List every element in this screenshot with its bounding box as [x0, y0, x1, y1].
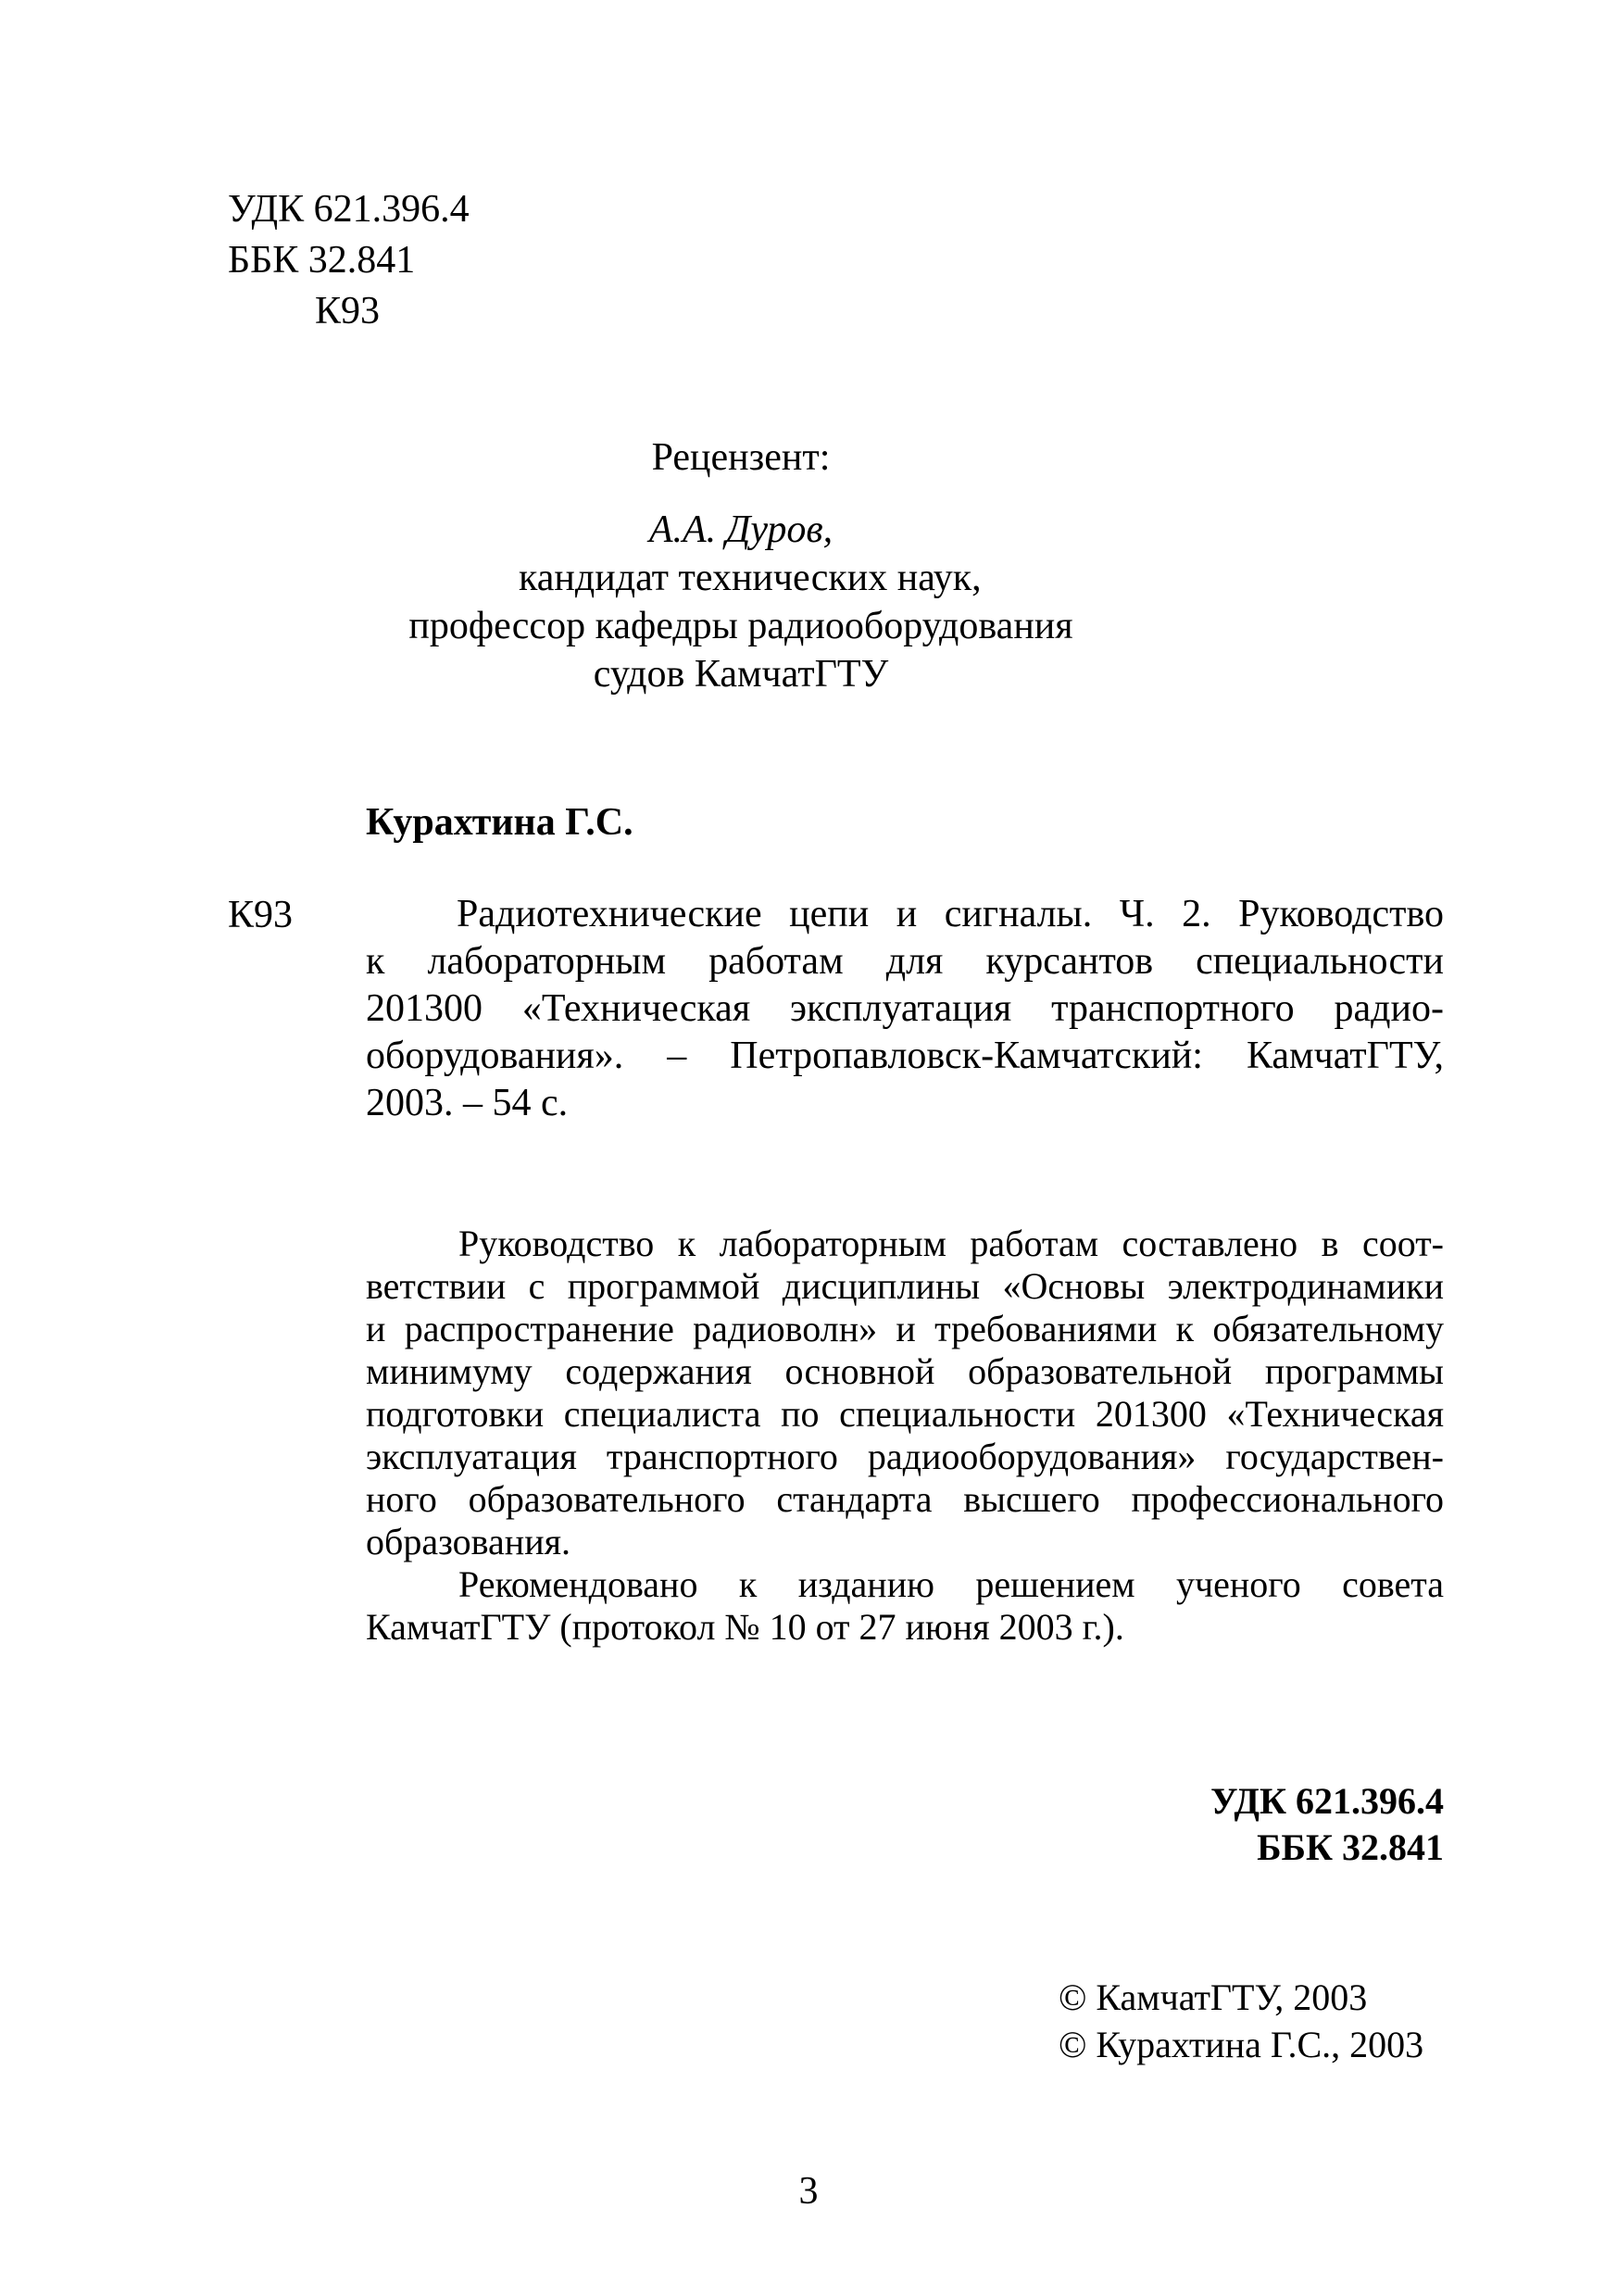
annotation-line: ветствии с программой дисциплины «Основы электродинамики	[366, 1265, 1444, 1307]
reviewer-name: А.А. Дуров,	[648, 508, 834, 551]
annotation	[366, 1223, 1444, 1649]
bibliography-line: Радиотехнические цепи и сигналы. Ч. 2. Руководство	[457, 893, 1444, 935]
reviewer-degree: кандидат технических наук,	[519, 557, 982, 599]
reviewer-organization: судов КамчатГТУ	[593, 653, 889, 696]
udk-code: УДК 621.396.4	[228, 188, 470, 231]
footer-udk-code: УДК 621.396.4	[1210, 1780, 1444, 1822]
reviewer-position: профессор кафедры радиооборудования	[408, 605, 1073, 647]
bbk-code: ББК 32.841	[228, 239, 416, 282]
annotation-line: Рекомендовано к изданию решением ученого совета	[458, 1563, 1444, 1605]
annotation-line: образования.	[366, 1521, 570, 1562]
annotation-line: подготовки специалиста по специальности 201300 «Техническая	[366, 1393, 1444, 1435]
bibliography-line: 2003. – 54 с.	[366, 1082, 569, 1124]
copyright-author: © Курахтина Г.С., 2003	[1059, 2024, 1424, 2065]
annotation-line: минимуму содержания основной образовательной программы	[366, 1350, 1444, 1392]
copyright-publisher: © КамчатГТУ, 2003	[1059, 1976, 1368, 2018]
annotation-line: и распространение радиоволн» и требованиями к обязательному	[366, 1308, 1444, 1349]
annotation-line: Руководство к лабораторным работам составлено в соот-	[458, 1223, 1444, 1264]
reviewer-label: Рецензент:	[651, 436, 831, 479]
bibliography-line: оборудования». – Петропавловск-Камчатский: КамчатГТУ,	[366, 1035, 1444, 1077]
author-mark: К93	[315, 290, 381, 332]
page-number: 3	[798, 2170, 819, 2213]
bibliography-line: к лабораторным работам для курсантов специальности	[366, 940, 1444, 983]
author-heading: Курахтина Г.С.	[366, 801, 633, 844]
bibliography-mark: К93	[228, 894, 294, 936]
annotation-line: КамчатГТУ (протокол № 10 от 27 июня 2003 г.).	[366, 1606, 1124, 1648]
annotation-line: ного образовательного стандарта высшего профессионального	[366, 1478, 1444, 1520]
bibliography-line: 201300 «Техническая эксплуатация транспортного радио-	[366, 987, 1444, 1030]
annotation-line: эксплуатация транспортного радиооборудования» государствен-	[366, 1436, 1444, 1477]
footer-bbk-code: ББК 32.841	[1257, 1826, 1444, 1868]
bibliography-description	[366, 891, 1444, 1127]
